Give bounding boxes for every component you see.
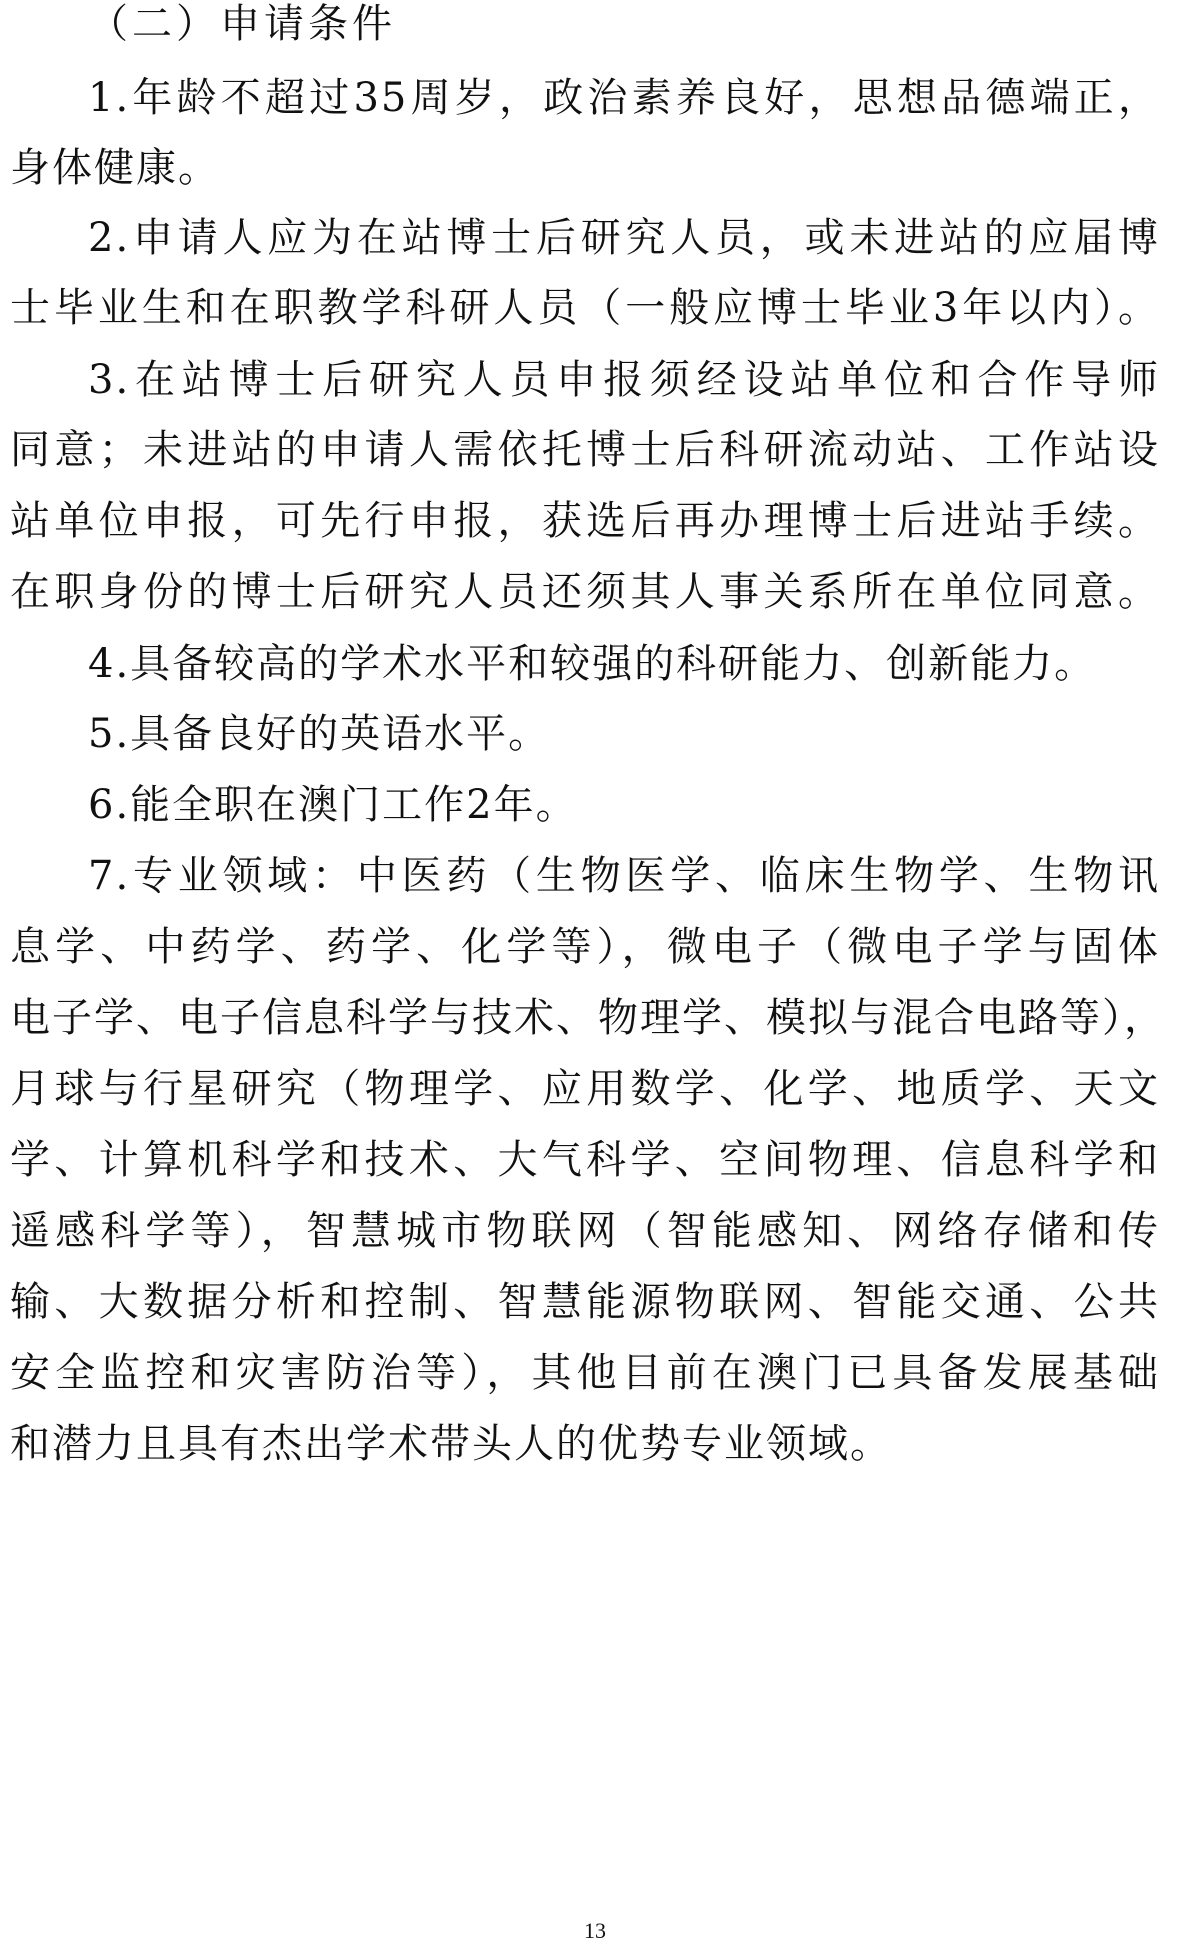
paragraph-7-line-8: 安全监控和灾害防治等），其他目前在澳门已具备发展基础: [10, 1350, 1160, 1396]
paragraph-1-line-2: 身体健康。: [10, 145, 220, 191]
paragraph-6-line-1: 6.能全职在澳门工作2年。: [88, 782, 578, 828]
paragraph-1-line-1: 1.年龄不超过35周岁，政治素养良好，思想品德端正，: [88, 75, 1160, 121]
paragraph-4-line-1: 4.具备较高的学术水平和较强的科研能力、创新能力。: [88, 641, 1097, 687]
paragraph-3-line-1: 3.在站博士后研究人员申报须经设站单位和合作导师: [88, 357, 1160, 403]
paragraph-7-line-4: 月球与行星研究（物理学、应用数学、化学、地质学、天文: [10, 1066, 1160, 1112]
paragraph-7-line-9: 和潜力且具有杰出学术带头人的优势专业领域。: [10, 1421, 892, 1467]
paragraph-7-line-2: 息学、中药学、药学、化学等），微电子（微电子学与固体: [10, 924, 1160, 970]
paragraph-7-line-1: 7.专业领域：中医药（生物医学、临床生物学、生物讯: [88, 853, 1160, 899]
paragraph-7-line-6: 遥感科学等），智慧城市物联网（智能感知、网络存储和传: [10, 1208, 1160, 1254]
paragraph-2-line-1: 2.申请人应为在站博士后研究人员，或未进站的应届博: [88, 215, 1160, 261]
page-number: 13: [584, 1918, 606, 1943]
paragraph-7-line-3: 电子学、电子信息科学与技术、物理学、模拟与混合电路等），: [10, 995, 1166, 1041]
paragraph-5-line-1: 5.具备良好的英语水平。: [88, 711, 551, 757]
section-heading: （二）申请条件: [88, 1, 396, 47]
paragraph-3-line-4: 在职身份的博士后研究人员还须其人事关系所在单位同意。: [10, 569, 1160, 615]
paragraph-2-line-2: 士毕业生和在职教学科研人员（一般应博士毕业3年以内）。: [10, 285, 1160, 331]
paragraph-3-line-3: 站单位申报，可先行申报，获选后再办理博士后进站手续。: [10, 498, 1160, 544]
paragraph-7-line-7: 输、大数据分析和控制、智慧能源物联网、智能交通、公共: [10, 1279, 1160, 1325]
paragraph-3-line-2: 同意；未进站的申请人需依托博士后科研流动站、工作站设: [10, 427, 1160, 473]
paragraph-7-line-5: 学、计算机科学和技术、大气科学、空间物理、信息科学和: [10, 1137, 1160, 1183]
